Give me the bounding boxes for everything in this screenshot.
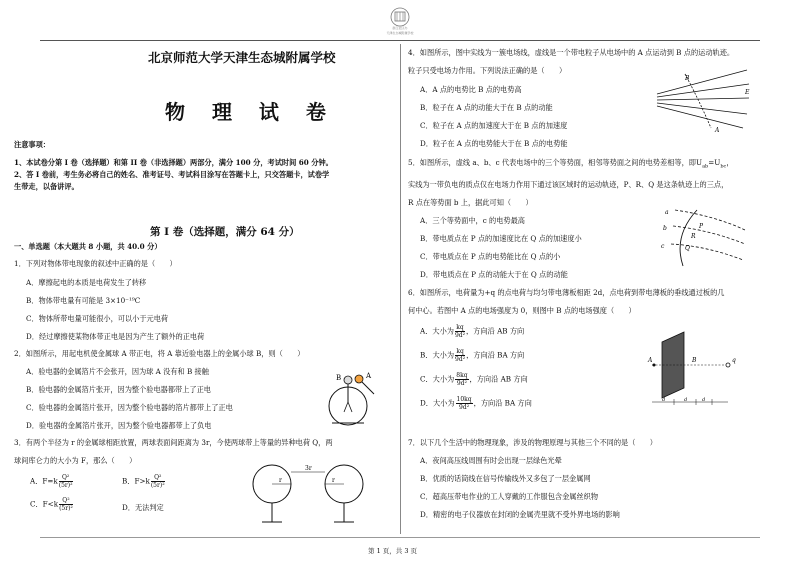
q7-stem: 7．以下几个生活中的物理现象，涉及的物理原理与其他三个不同的是（ ） <box>408 438 657 447</box>
q1-option-a: A．摩擦起电的本质是电荷发生了转移 <box>26 278 147 287</box>
fig-d-label-3: d <box>702 397 706 403</box>
q7-option-c: C．超高压带电作业的工人穿戴的工作服包含金属丝织物 <box>420 492 599 501</box>
fig-b-label: b <box>663 225 667 232</box>
q2-option-a: A．验电器的金属箔片不会张开，因为球 A 没有和 B 接触 <box>26 367 209 376</box>
electroscope-figure <box>318 366 388 428</box>
q3-option-d: D．无法判定 <box>122 503 164 512</box>
q2-option-b: B．验电器的金属箔片张开，因为整个验电器都带上了正电 <box>26 385 211 394</box>
fig-d-label-1: d <box>662 397 666 403</box>
field-lines-figure <box>655 64 755 136</box>
q7-option-a: A．夜间高压线周围有时会出现一层绿色光晕 <box>420 456 562 465</box>
page-footer: 第 1 页，共 3 页 <box>368 547 418 555</box>
q3-stem-1: 3．有两个半径为 r 的金属球相距放置，两球表面间距离为 3r，今使两球带上等量的异种电荷 Q，两 <box>14 438 333 447</box>
fig-e-label: E <box>745 89 750 96</box>
fig-r-label-2: r <box>332 477 335 484</box>
two-spheres-figure <box>248 460 368 530</box>
q5-stem-3: R 点在等势面 b 上，据此可知（ ） <box>408 198 533 207</box>
q4-option-b: B．粒子在 A 点的动能大于在 B 点的动能 <box>420 103 553 112</box>
q2-option-c: C．验电器的金属箔片张开，因为整个验电器的箔片都带上了正电 <box>26 403 233 412</box>
notes-line-2: 2、答 I 卷前，考生务必将自己的姓名、准考证号、考试科目涂写在答题卡上，只交答题卡，试卷学 <box>14 170 330 179</box>
q4-stem-2: 粒子只受电场力作用。下列说法正确的是（ ） <box>408 66 567 75</box>
q3-option-a: A．F=k $\frac{\text{Q²}}{\text{(5r)²}}$ <box>30 474 73 489</box>
notes-line-3: 生带走，以备讲评。 <box>14 182 79 191</box>
fig-label-b: B <box>336 374 342 382</box>
q7-option-d: D．精密的电子仪器放在封闭的金属壳里就不受外界电场的影响 <box>420 510 620 519</box>
equipotential-figure <box>655 206 750 268</box>
q7-option-b: B．优质的话筒线在信号传输线外又多包了一层金属网 <box>420 474 591 483</box>
fig-b-label: B <box>692 357 697 364</box>
fig-a-label: A <box>648 357 653 364</box>
q4-option-c: C．粒子在 A 点的加速度大于在 B 点的加速度 <box>420 121 568 130</box>
q3-option-c: C．F<k $\frac{\text{Q²}}{\text{(5r)²}}$ <box>30 497 73 512</box>
q6-stem-1: 6．如图所示，电荷量为+q 的点电荷与均匀带电薄板相距 2d，点电荷到带电薄板的垂线通过板的几 <box>408 288 725 297</box>
fig-q-label: Q <box>685 245 690 252</box>
q6-option-b: B．大小为 $\frac{kq}{\text{9d²}}$ ，方向沿 BA 方向 <box>420 348 525 363</box>
q3-stem-2: 球间库仑力的大小为 F，那么（ ） <box>14 456 137 465</box>
q5-option-d: D．带电质点在 P 点的动能大于在 Q 点的动能 <box>420 270 568 279</box>
q5-option-b: B．带电质点在 P 点的加速度比在 Q 点的加速度小 <box>420 234 582 243</box>
fig-a-label: a <box>665 209 669 216</box>
section-title: 第 I 卷（选择题，满分 64 分） <box>150 226 300 238</box>
q2-option-d: D．验电器的金属箔片张开，因为整个验电器都带上了负电 <box>26 421 212 430</box>
fig-c-label: c <box>661 243 665 250</box>
section-part: 一、单选题（本大题共 8 小题，共 40.0 分） <box>14 242 162 251</box>
fig-a-label: A <box>715 127 720 134</box>
q5-stem-2: 实线为一带负电的质点仅在电场力作用下通过该区域时的运动轨迹，P、R、Q 是这条轨迹上的三点， <box>408 180 729 189</box>
q1-option-b: B．物体带电量有可能是 3×10⁻¹⁹C <box>26 296 141 305</box>
q6-option-a: A．大小为 $\frac{kq}{\text{9d²}}$ ，方向沿 AB 方向 <box>420 324 525 339</box>
fig-b-label: B <box>685 75 690 82</box>
fig-d-label-2: d <box>684 397 688 403</box>
q6-stem-2: 何中心。若图中 A 点的电场强度为 0，则图中 B 点的电场强度（ ） <box>408 306 636 315</box>
notes-line-1: 1、本试卷分第 I 卷（选择题）和第 II 卷（非选择题）两部分，满分 100 分，考试时间 60 分钟。 <box>14 158 333 167</box>
fig-label-a: A <box>366 372 372 380</box>
q4-option-d: D．粒子在 A 点的电势能大于在 B 点的电势能 <box>420 139 568 148</box>
q5-stem-1: 5．如图所示，虚线 a、b、c 代表电场中的三个等势面，相邻等势面之间的电势差相等，即$U_{ab}=U_{bc}$， <box>408 158 734 170</box>
fig-p-label: P <box>699 223 704 230</box>
q4-option-a: A．A 点的电势比 B 点的电势高 <box>420 85 522 94</box>
notes-heading: 注意事项： <box>14 140 50 149</box>
fig-r-label: R <box>691 233 696 240</box>
q1-option-d: D．经过摩擦使某物体带正电是因为产生了额外的正电荷 <box>26 332 205 341</box>
q1-stem: 1．下列对物体带电现象的叙述中正确的是（ ） <box>14 259 177 268</box>
q2-stem: 2．如图所示，用起电机使金属球 A 带正电，将 A 靠近验电器上的金属小球 B，则（ ） <box>14 349 305 358</box>
charged-plate-figure <box>644 328 748 408</box>
q4-stem-1: 4．如图所示，图中实线为一簇电场线，虚线是一个带电粒子从电场中的 A 点运动到 B 点的运动轨迹。 <box>408 48 735 57</box>
school-logo-icon <box>380 6 420 36</box>
page-title: 物 理 试 卷 <box>165 100 336 124</box>
fig-3r-label: 3r <box>305 465 312 472</box>
header-rule <box>40 40 760 41</box>
logo-text-2: 天津生态城附属学校 <box>386 31 414 35</box>
q6-option-c: C．大小为 $\frac{8kq}{\text{9d²}}$ ，方向沿 AB 方向 <box>420 372 528 387</box>
fig-r-label-1: r <box>279 477 282 484</box>
q6-option-d: D．大小为 $\frac{10kq}{\text{9d²}}$ ，方向沿 BA 方向 <box>420 396 532 411</box>
footer-rule <box>40 537 760 538</box>
column-divider <box>400 44 401 534</box>
q5-option-a: A．三个等势面中，c 的电势最高 <box>420 216 525 225</box>
logo-text-1: 浙江社区办 <box>392 26 408 30</box>
q3-option-b: B．F>k $\frac{\text{Q²}}{\text{(5r)²}}$ <box>122 474 165 489</box>
q5-option-c: C．带电质点在 P 点的电势能比在 Q 点的小 <box>420 252 561 261</box>
q1-option-c: C．物体所带电量可能很小，可以小于元电荷 <box>26 314 169 323</box>
fig-q-label: q <box>732 357 736 364</box>
school-name: 北京师范大学天津生态城附属学校 <box>148 50 336 65</box>
